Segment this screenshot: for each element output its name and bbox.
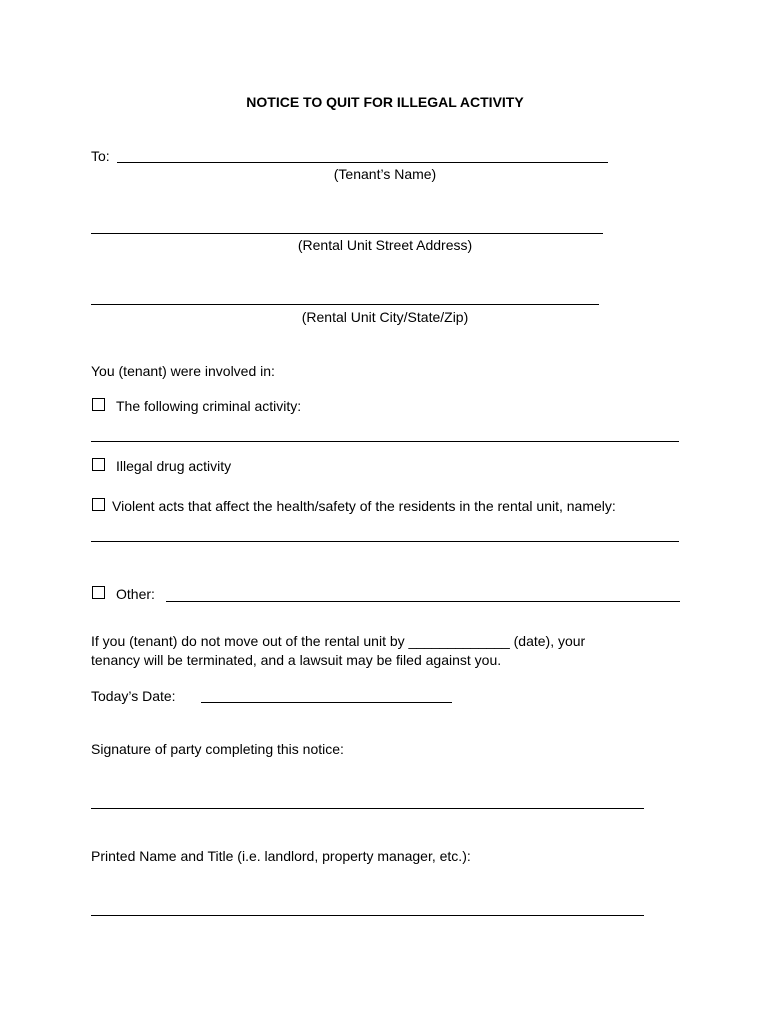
to-label: To: — [91, 148, 110, 164]
criminal-activity-checkbox[interactable] — [92, 398, 105, 411]
move-out-line-2: tenancy will be terminated, and a lawsuit may be filed against you. — [91, 652, 502, 668]
printed-name-label: Printed Name and Title (i.e. landlord, property manager, etc.): — [91, 848, 471, 864]
involved-intro: You (tenant) were involved in: — [91, 363, 275, 379]
criminal-activity-label: The following criminal activity: — [116, 398, 302, 414]
violent-acts-checkbox[interactable] — [92, 498, 105, 511]
violent-acts-line[interactable] — [91, 541, 679, 542]
other-line[interactable] — [166, 601, 680, 602]
drug-activity-label: Illegal drug activity — [116, 458, 232, 474]
drug-activity-checkbox[interactable] — [92, 458, 105, 471]
printed-name-line[interactable] — [91, 915, 644, 916]
violent-acts-label: Violent acts that affect the health/safety of the residents in the rental unit, namely: — [112, 498, 616, 514]
city-state-zip-caption: (Rental Unit City/State/Zip) — [301, 309, 469, 325]
other-checkbox[interactable] — [92, 586, 105, 599]
signature-label: Signature of party completing this notice: — [91, 741, 344, 757]
tenant-name-line[interactable] — [117, 162, 608, 163]
signature-line[interactable] — [91, 808, 644, 809]
todays-date-line[interactable] — [201, 702, 452, 703]
other-label: Other: — [116, 586, 155, 602]
street-address-line[interactable] — [91, 233, 603, 234]
document-title: NOTICE TO QUIT FOR ILLEGAL ACTIVITY — [246, 94, 524, 110]
city-state-zip-line[interactable] — [91, 304, 599, 305]
todays-date-label: Today’s Date: — [91, 688, 176, 704]
tenant-name-caption: (Tenant’s Name) — [333, 166, 437, 182]
move-out-line-1: If you (tenant) do not move out of the rental unit by _____________ (date), your — [91, 633, 586, 649]
street-address-caption: (Rental Unit Street Address) — [297, 237, 473, 253]
criminal-activity-line[interactable] — [91, 441, 679, 442]
